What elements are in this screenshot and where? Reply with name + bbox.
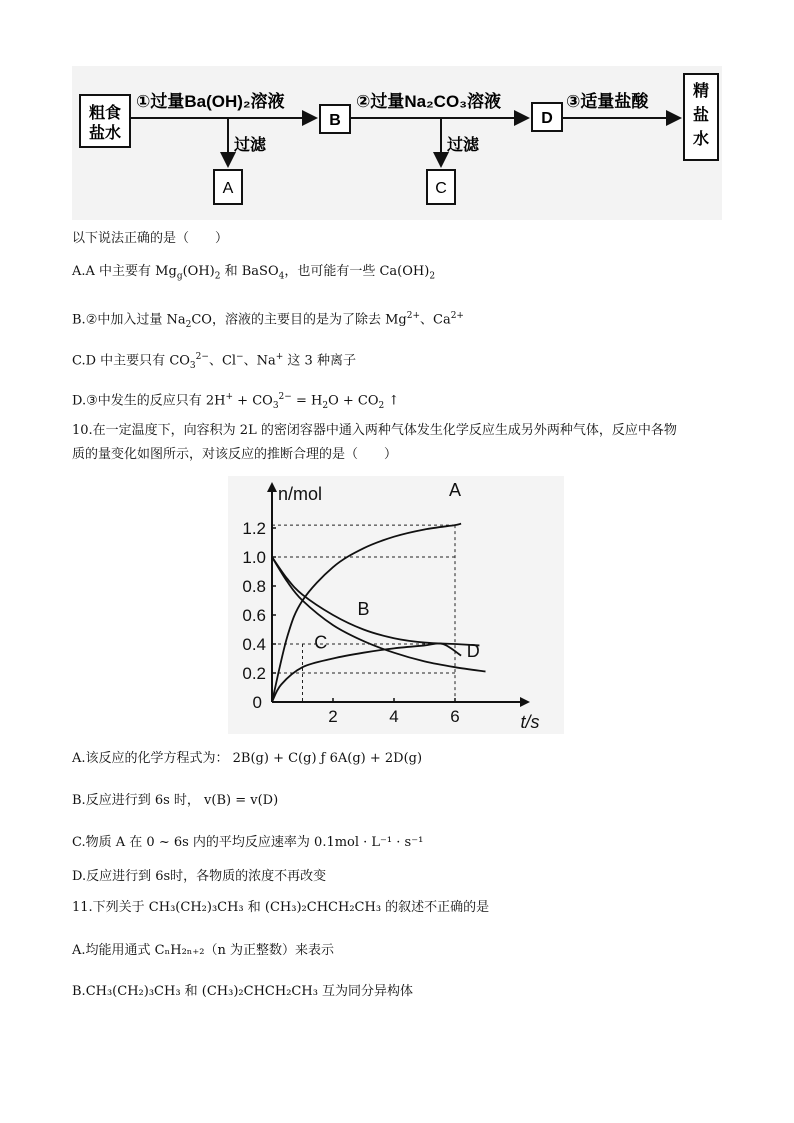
end-label-2: 盐: [692, 107, 710, 124]
step3-label: ③适量盐酸: [566, 92, 649, 111]
end-label-1: 精: [692, 83, 710, 100]
flowchart-svg: [72, 66, 722, 220]
y-axis-arrow: [267, 482, 277, 492]
q10-stem-line2: 质的量变化如图所示，对该反应的推断合理的是（ ）: [72, 447, 398, 462]
series-line-D: [272, 557, 486, 672]
q9-option-a: A.A 中主要有 $Mg_g(OH)_2$ 和 BaSO$_4$，也可能有一些 $Ca(OH)_2$: [72, 264, 436, 282]
series-label-A: A: [448, 480, 462, 501]
q10-option-b: B.反应进行到 6s 时， v(B) = v(D): [72, 793, 279, 808]
series-label-D: D: [466, 641, 480, 662]
x-axis-arrow: [520, 697, 530, 707]
q11-stem: 11.下列关于 CH₃(CH₂)₃CH₃ 和 (CH₃)₂CHCH₂CH₃ 的叙述不正确的是: [72, 900, 490, 915]
y-tick-label-0.2: 0.2: [242, 664, 266, 683]
q10-stem-line1: 10.在一定温度下，向容积为 2L 的密闭容器中通入两种气体发生化学反应生成另外两种气体，反应中各物: [72, 423, 677, 438]
q9-option-d: D.③中发生的反应只有 $2H^+ + CO_3^{2-} = H_2O + CO_2$ ↑: [72, 392, 400, 411]
box-c-label: C: [435, 180, 447, 197]
chart-text: [242, 480, 539, 732]
x-tick-label-6: 6: [450, 707, 460, 726]
x-axis-title: t/s: [520, 712, 540, 732]
chart-series: [272, 524, 486, 702]
series-label-C: C: [314, 632, 328, 653]
start-label-line2: 盐水: [88, 125, 122, 142]
q11-option-b: B.CH₃(CH₂)₃CH₃ 和 (CH₃)₂CHCH₂CH₃ 互为同分异构体: [72, 984, 414, 999]
y-axis-title: n/mol: [278, 484, 323, 504]
y-tick-label-1.0: 1.0: [242, 548, 266, 567]
y-tick-label-0.4: 0.4: [242, 635, 266, 654]
filter2-label: 过滤: [447, 137, 480, 154]
chart-svg: [228, 476, 564, 734]
box-a-label: A: [222, 180, 234, 197]
y-tick-label-0.6: 0.6: [242, 606, 266, 625]
start-label-line1: 粗食: [88, 105, 122, 122]
series-line-C: [272, 643, 461, 702]
q10-chart: [228, 476, 564, 734]
box-d-label: D: [541, 110, 553, 127]
x-tick-label-4: 4: [389, 707, 399, 726]
origin-label: 0: [252, 693, 262, 712]
box-b-label: B: [329, 112, 341, 129]
step2-label: ②过量Na₂CO₃溶液: [356, 92, 502, 111]
q11-option-a: A.均能用通式 CₙH₂ₙ₊₂（n 为正整数）来表示: [72, 943, 334, 958]
q9-option-c: C.D 中主要只有 $CO_3^{2-}$、Cl−、Na+ 这 3 种离子: [72, 352, 356, 371]
y-tick-label-1.2: 1.2: [242, 519, 266, 538]
q10-option-c: C.物质 A 在 0 ~ 6s 内的平均反应速率为 0.1mol · L⁻¹ · s⁻¹: [72, 835, 424, 850]
end-label-3: 水: [692, 131, 710, 148]
filter1-label: 过滤: [234, 137, 267, 154]
x-tick-label-2: 2: [328, 707, 338, 726]
step1-label: ①过量Ba(OH)₂溶液: [136, 92, 285, 111]
q9-stem: 以下说法正确的是（ ）: [72, 231, 229, 246]
y-tick-label-0.8: 0.8: [242, 577, 266, 596]
flowchart-image: [72, 66, 722, 220]
series-label-B: B: [357, 599, 370, 619]
q9-option-b: B.②中加入过量 $Na_2CO$，溶液的主要目的是为了除去 $Mg^{2+}$、$Ca^{2+}$: [72, 311, 464, 330]
q10-option-a: A.该反应的化学方程式为： 2B(g) + C(g) ƒ 6A(g) + 2D(g): [72, 751, 423, 766]
q10-option-d: D.反应进行到 6s时，各物质的浓度不再改变: [72, 869, 327, 884]
